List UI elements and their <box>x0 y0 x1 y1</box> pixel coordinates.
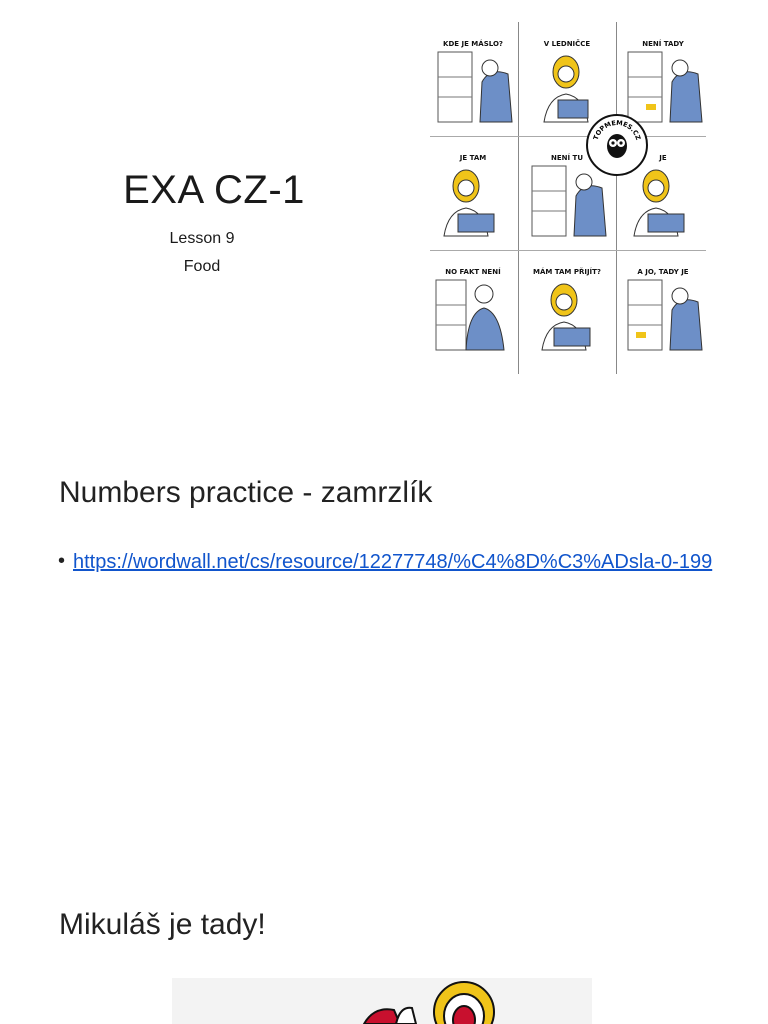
panel-caption: NENÍ TADY <box>642 40 684 48</box>
slide-heading: Numbers practice - zamrzlík <box>59 476 433 509</box>
title-slide <box>0 0 768 430</box>
woman-book-drawing <box>524 250 610 358</box>
fridge-man-drawing <box>620 250 706 358</box>
panel-caption: JE <box>659 154 667 162</box>
fridge-man-drawing <box>620 22 706 130</box>
lesson-label: Lesson 9 <box>169 230 235 247</box>
numbers-practice-slide <box>0 440 768 870</box>
comic-panel-4 <box>430 136 516 244</box>
wordwall-link[interactable]: https://wordwall.net/cs/resource/12277748/%C4%8D%C3%ADsla-0-199 <box>73 551 713 573</box>
panel-caption: JE TAM <box>459 154 487 162</box>
panel-caption: MÁM TAM PŘIJÍT? <box>532 268 601 276</box>
logo-text: TOPMEMES.CZ <box>591 118 643 142</box>
panel-caption: NENÍ TU <box>551 154 583 162</box>
comic-panel-3 <box>620 22 706 130</box>
comic-panel-8 <box>524 250 610 358</box>
panel-caption: KDE JE MÁSLO? <box>443 40 503 48</box>
slide-heading: Mikuláš je tady! <box>59 908 266 941</box>
mikulas-slide <box>0 880 768 1024</box>
panel-caption: A JO, TADY JE <box>637 268 689 276</box>
topic-label: Food <box>183 258 221 275</box>
comic-panel-9 <box>620 250 706 358</box>
owl-logo-icon <box>586 114 648 176</box>
slide-title: EXA CZ-1 <box>123 168 305 212</box>
bullet-marker: • <box>58 550 66 572</box>
woman-book-drawing <box>430 136 516 244</box>
mikulas-illustration <box>350 976 510 1024</box>
man-standing-drawing <box>430 250 516 358</box>
panel-caption: NO FAKT NENÍ <box>445 268 501 276</box>
comic-panel-7 <box>430 250 516 358</box>
comic-meme-image <box>424 12 712 384</box>
panel-caption: V LEDNIČCE <box>543 40 591 48</box>
woman-book-drawing <box>524 22 610 130</box>
comic-panel-2 <box>524 22 610 130</box>
comic-panel-1 <box>430 22 516 130</box>
fridge-man-drawing <box>430 22 516 130</box>
